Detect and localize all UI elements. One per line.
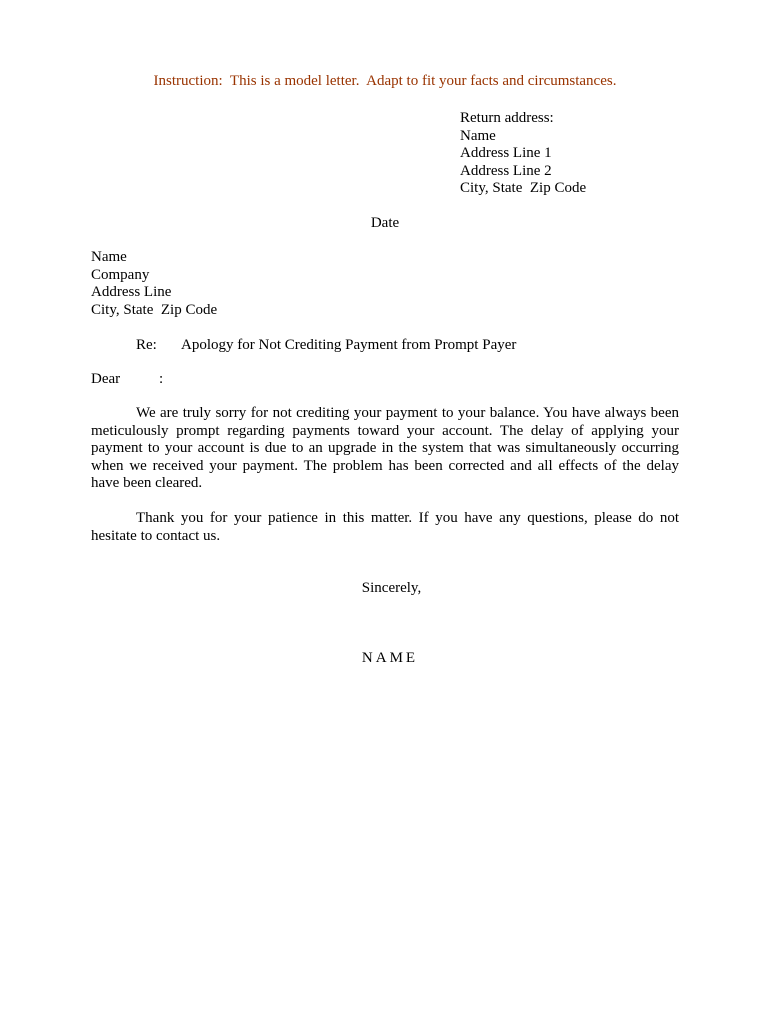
return-address-label: Return address: xyxy=(460,110,554,126)
body-paragraph-1: We are truly sorry for not crediting your payment to your balance. You have always been meticulously prompt regarding payments toward your account. The delay of applying your payment to your account is due to an upgrade in the system that was simultaneously occurring when we received your payment. The problem has been corrected and all effects of the delay have been cleared. xyxy=(91,405,679,491)
recipient-company: Company xyxy=(91,266,150,283)
return-address-name: Name xyxy=(460,127,496,144)
recipient-address-line: Address Line xyxy=(91,284,172,300)
letter-date: Date xyxy=(370,215,400,231)
re-subject: Apology for Not Crediting Payment from Prompt Payer xyxy=(181,337,517,353)
return-address-line-2: Address Line 2 xyxy=(460,162,552,179)
re-label: Re: xyxy=(136,337,157,353)
recipient-name: Name xyxy=(91,249,127,265)
closing: Sincerely, xyxy=(361,580,422,596)
signature-name: NAME xyxy=(361,650,419,666)
salutation-dear: Dear xyxy=(91,371,121,387)
instruction-note: Instruction: This is a model letter. Adapt to fit your facts and circumstances. xyxy=(153,73,617,89)
return-address-block xyxy=(460,110,586,198)
recipient-city-state-zip: City, State Zip Code xyxy=(91,301,218,318)
return-address-line-1: Address Line 1 xyxy=(460,145,552,161)
body-paragraph-2: Thank you for your patience in this matter. If you have any questions, please do not hesitate to contact us. xyxy=(91,510,679,544)
return-address-city-state-zip: City, State Zip Code xyxy=(460,180,587,196)
salutation-colon: : xyxy=(159,371,164,387)
recipient-address-block xyxy=(91,249,217,319)
